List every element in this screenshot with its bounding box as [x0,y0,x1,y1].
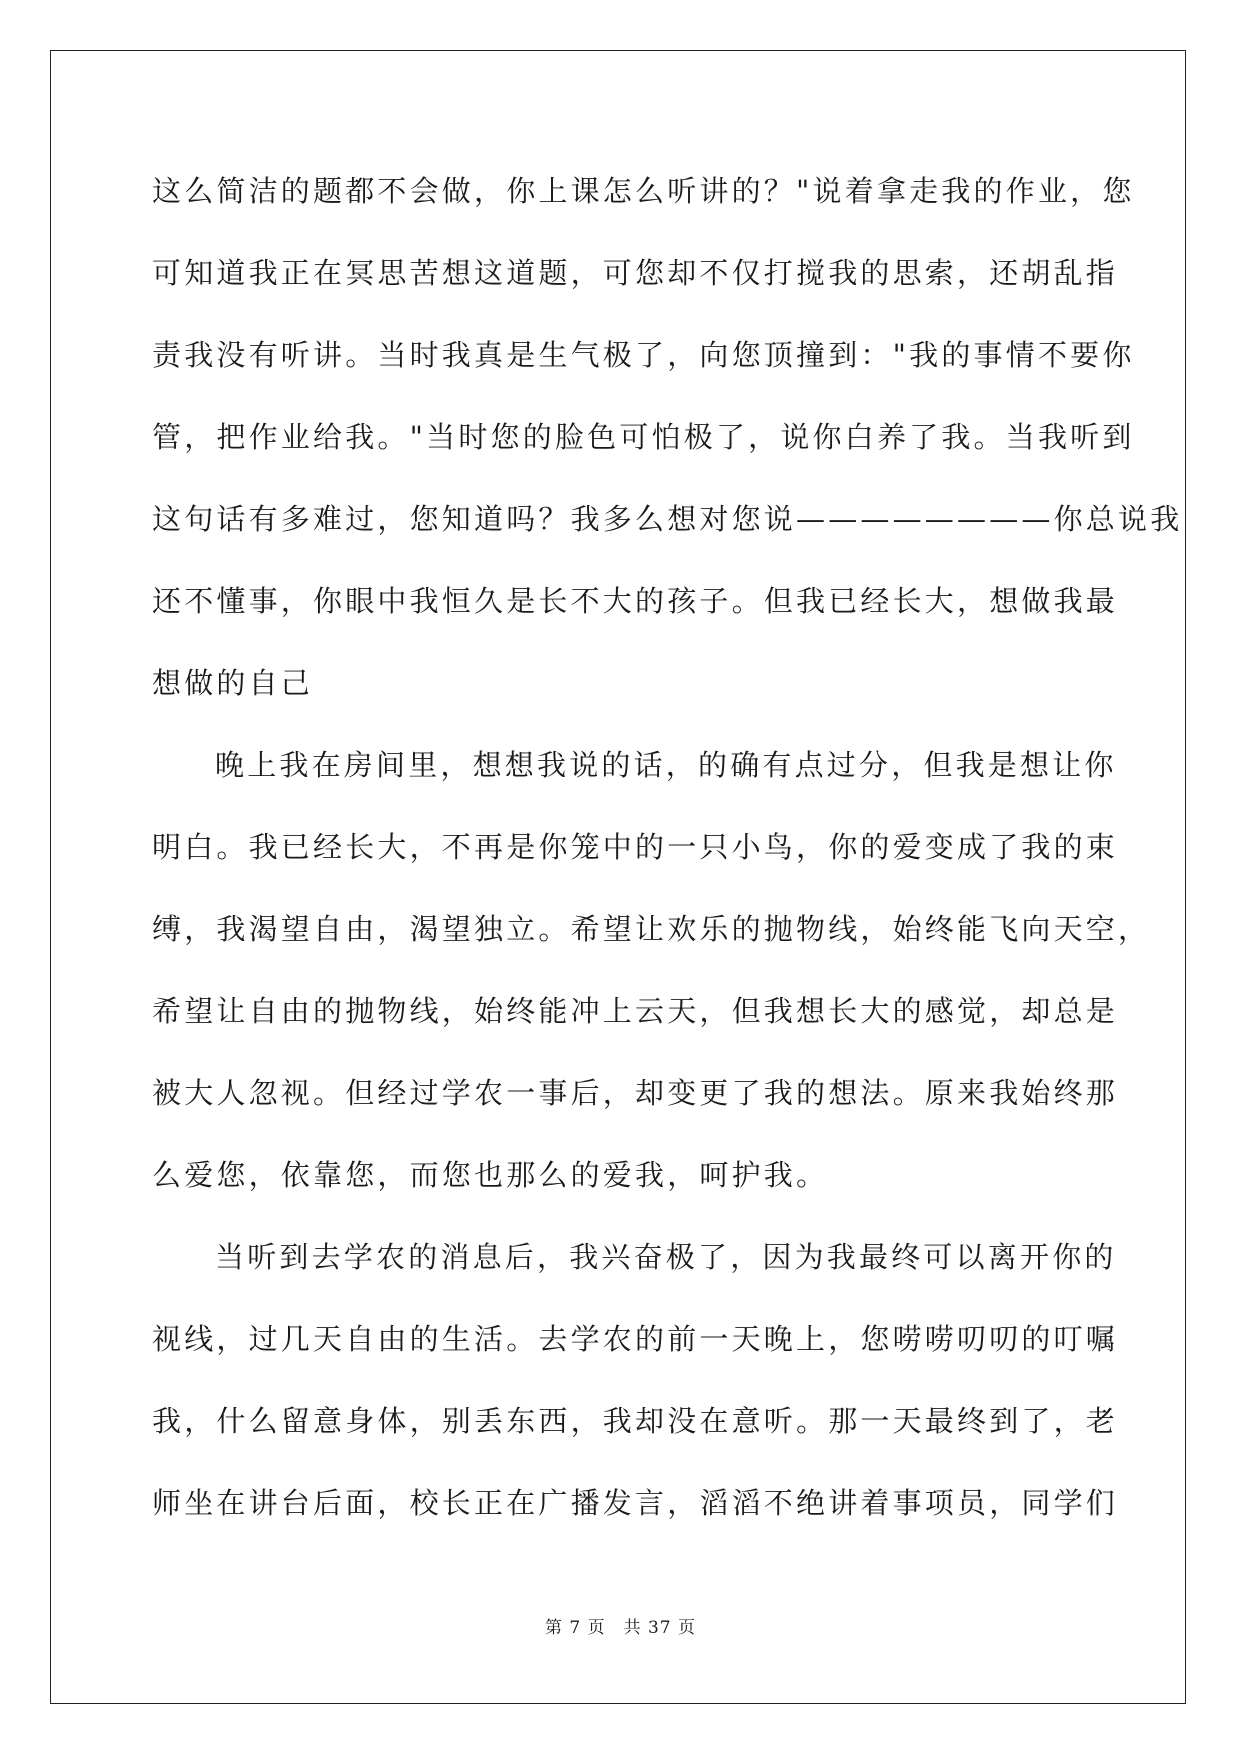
page-number-total: 共 37 页 [623,1618,697,1638]
text-line: 想做的自己 [152,666,314,700]
text-line: 视线，过几天自由的生活。去学农的前一天晚上，您唠唠叨叨的叮嘱 [152,1322,1119,1356]
text-line: 可知道我正在冥思苦想这道题，可您却不仅打搅我的思索，还胡乱指 [152,256,1119,290]
text-line: 缚，我渴望自由，渴望独立。希望让欢乐的抛物线，始终能飞向天空， [152,912,1151,946]
text-line: 这么简洁的题都不会做，你上课怎么听讲的？"说着拿走我的作业，您 [152,174,1135,208]
paragraph-start-line: 晚上我在房间里，想想我说的话，的确有点过分，但我是想让你 [215,748,1117,782]
text-line: 还不懂事，你眼中我恒久是长不大的孩子。但我已经长大，想做我最 [152,584,1119,618]
text-line: 被大人忽视。但经过学农一事后，却变更了我的想法。原来我始终那 [152,1076,1119,1110]
text-line: 这句话有多难过，您知道吗？我多么想对您说————————你总说我 [152,502,1183,536]
text-line: 我，什么留意身体，别丢东西，我却没在意听。那一天最终到了，老 [152,1404,1119,1438]
page-footer [0,1613,1241,1638]
text-line: 师坐在讲台后面，校长正在广播发言，滔滔不绝讲着事项员，同学们 [152,1486,1119,1520]
page-number-current: 第 7 页 [544,1618,606,1638]
text-line: 么爱您，依靠您，而您也那么的爱我，呵护我。 [152,1158,829,1192]
text-line: 责我没有听讲。当时我真是生气极了，向您顶撞到："我的事情不要你 [152,338,1135,372]
text-line: 明白。我已经长大，不再是你笼中的一只小鸟，你的爱变成了我的束 [152,830,1119,864]
document-body [152,160,1183,1554]
text-line: 管，把作业给我。"当时您的脸色可怕极了，说你白养了我。当我听到 [152,420,1135,454]
text-line: 希望让自由的抛物线，始终能冲上云天，但我想长大的感觉，却总是 [152,994,1119,1028]
paragraph-start-line: 当听到去学农的消息后，我兴奋极了，因为我最终可以离开你的 [215,1240,1117,1274]
